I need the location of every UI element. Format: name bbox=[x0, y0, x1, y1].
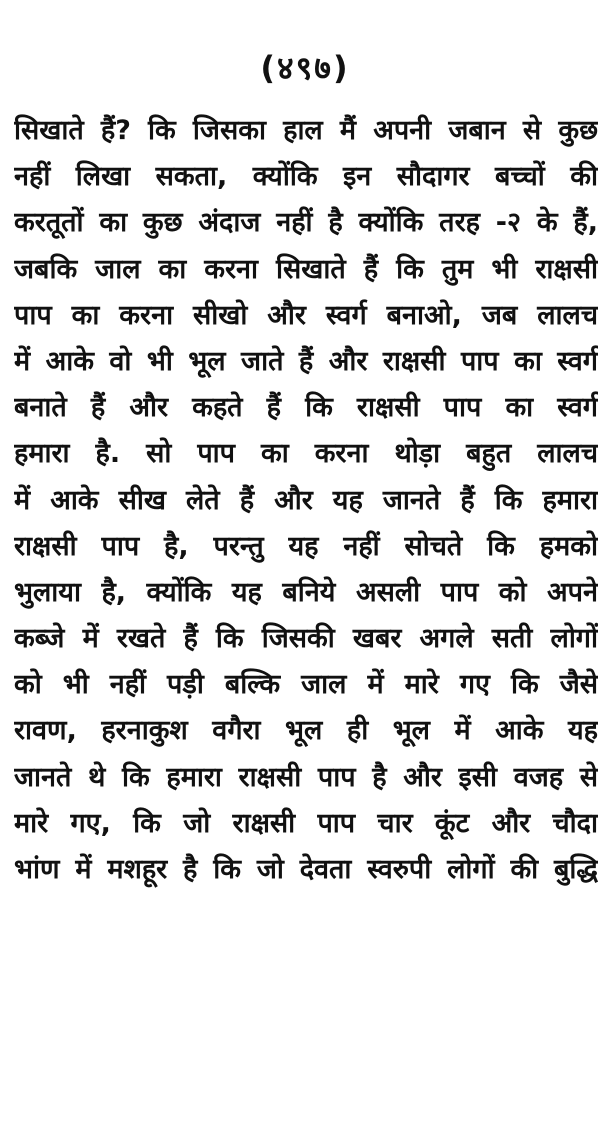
text-line-15: जानते थे कि हमारा राक्षसी पाप है और इसी वजह से bbox=[14, 761, 598, 793]
body-text bbox=[14, 108, 598, 893]
text-line-4: जबकि जाल का करना सिखाते हैं कि तुम भी राक्षसी bbox=[14, 253, 598, 285]
text-line-3: करतूतों का कुछ अंदाज नहीं है क्योंकि तरह -२ के हैं, bbox=[14, 207, 598, 239]
text-line-2: नहीं लिखा सकता, क्योंकि इन सौदागर बच्चों की bbox=[14, 161, 598, 193]
text-line-5: पाप का करना सीखो और स्वर्ग बनाओ, जब लालच bbox=[14, 299, 598, 331]
text-line-13: को भी नहीं पड़ी बल्कि जाल में मारे गए कि जैसे bbox=[14, 669, 598, 701]
text-line-1: सिखाते हैं? कि जिसका हाल मैं अपनी जबान से कुछ bbox=[14, 115, 598, 146]
text-line-11: भुलाया है, क्योंकि यह बनिये असली पाप को अपने bbox=[14, 576, 598, 608]
text-line-10: राक्षसी पाप है, परन्तु यह नहीं सोचते कि हमको bbox=[14, 530, 598, 562]
text-line-12: कब्जे में रखते हैं कि जिसकी खबर अगले सती लोगों bbox=[14, 623, 598, 655]
text-line-9: में आके सीख लेते हैं और यह जानते हैं कि हमारा bbox=[14, 484, 598, 516]
text-line-16: मारे गए, कि जो राक्षसी पाप चार कूंट और चौदा bbox=[14, 807, 598, 839]
text-line-14: रावण, हरनाकुश वगैरा भूल ही भूल में आके यह bbox=[14, 715, 598, 747]
text-line-8: हमारा है. सो पाप का करना थोड़ा बहुत लालच bbox=[14, 438, 598, 470]
text-line-6: में आके वो भी भूल जाते हैं और राक्षसी पाप का स्वर्ग bbox=[14, 345, 598, 377]
page-number: (४९७) bbox=[260, 49, 350, 87]
text-line-7: बनाते हैं और कहते हैं कि राक्षसी पाप का स्वर्ग bbox=[14, 392, 598, 424]
text-line-17: भांण में मशहूर है कि जो देवता स्वरुपी लोगों की बुद्धि bbox=[14, 854, 598, 885]
